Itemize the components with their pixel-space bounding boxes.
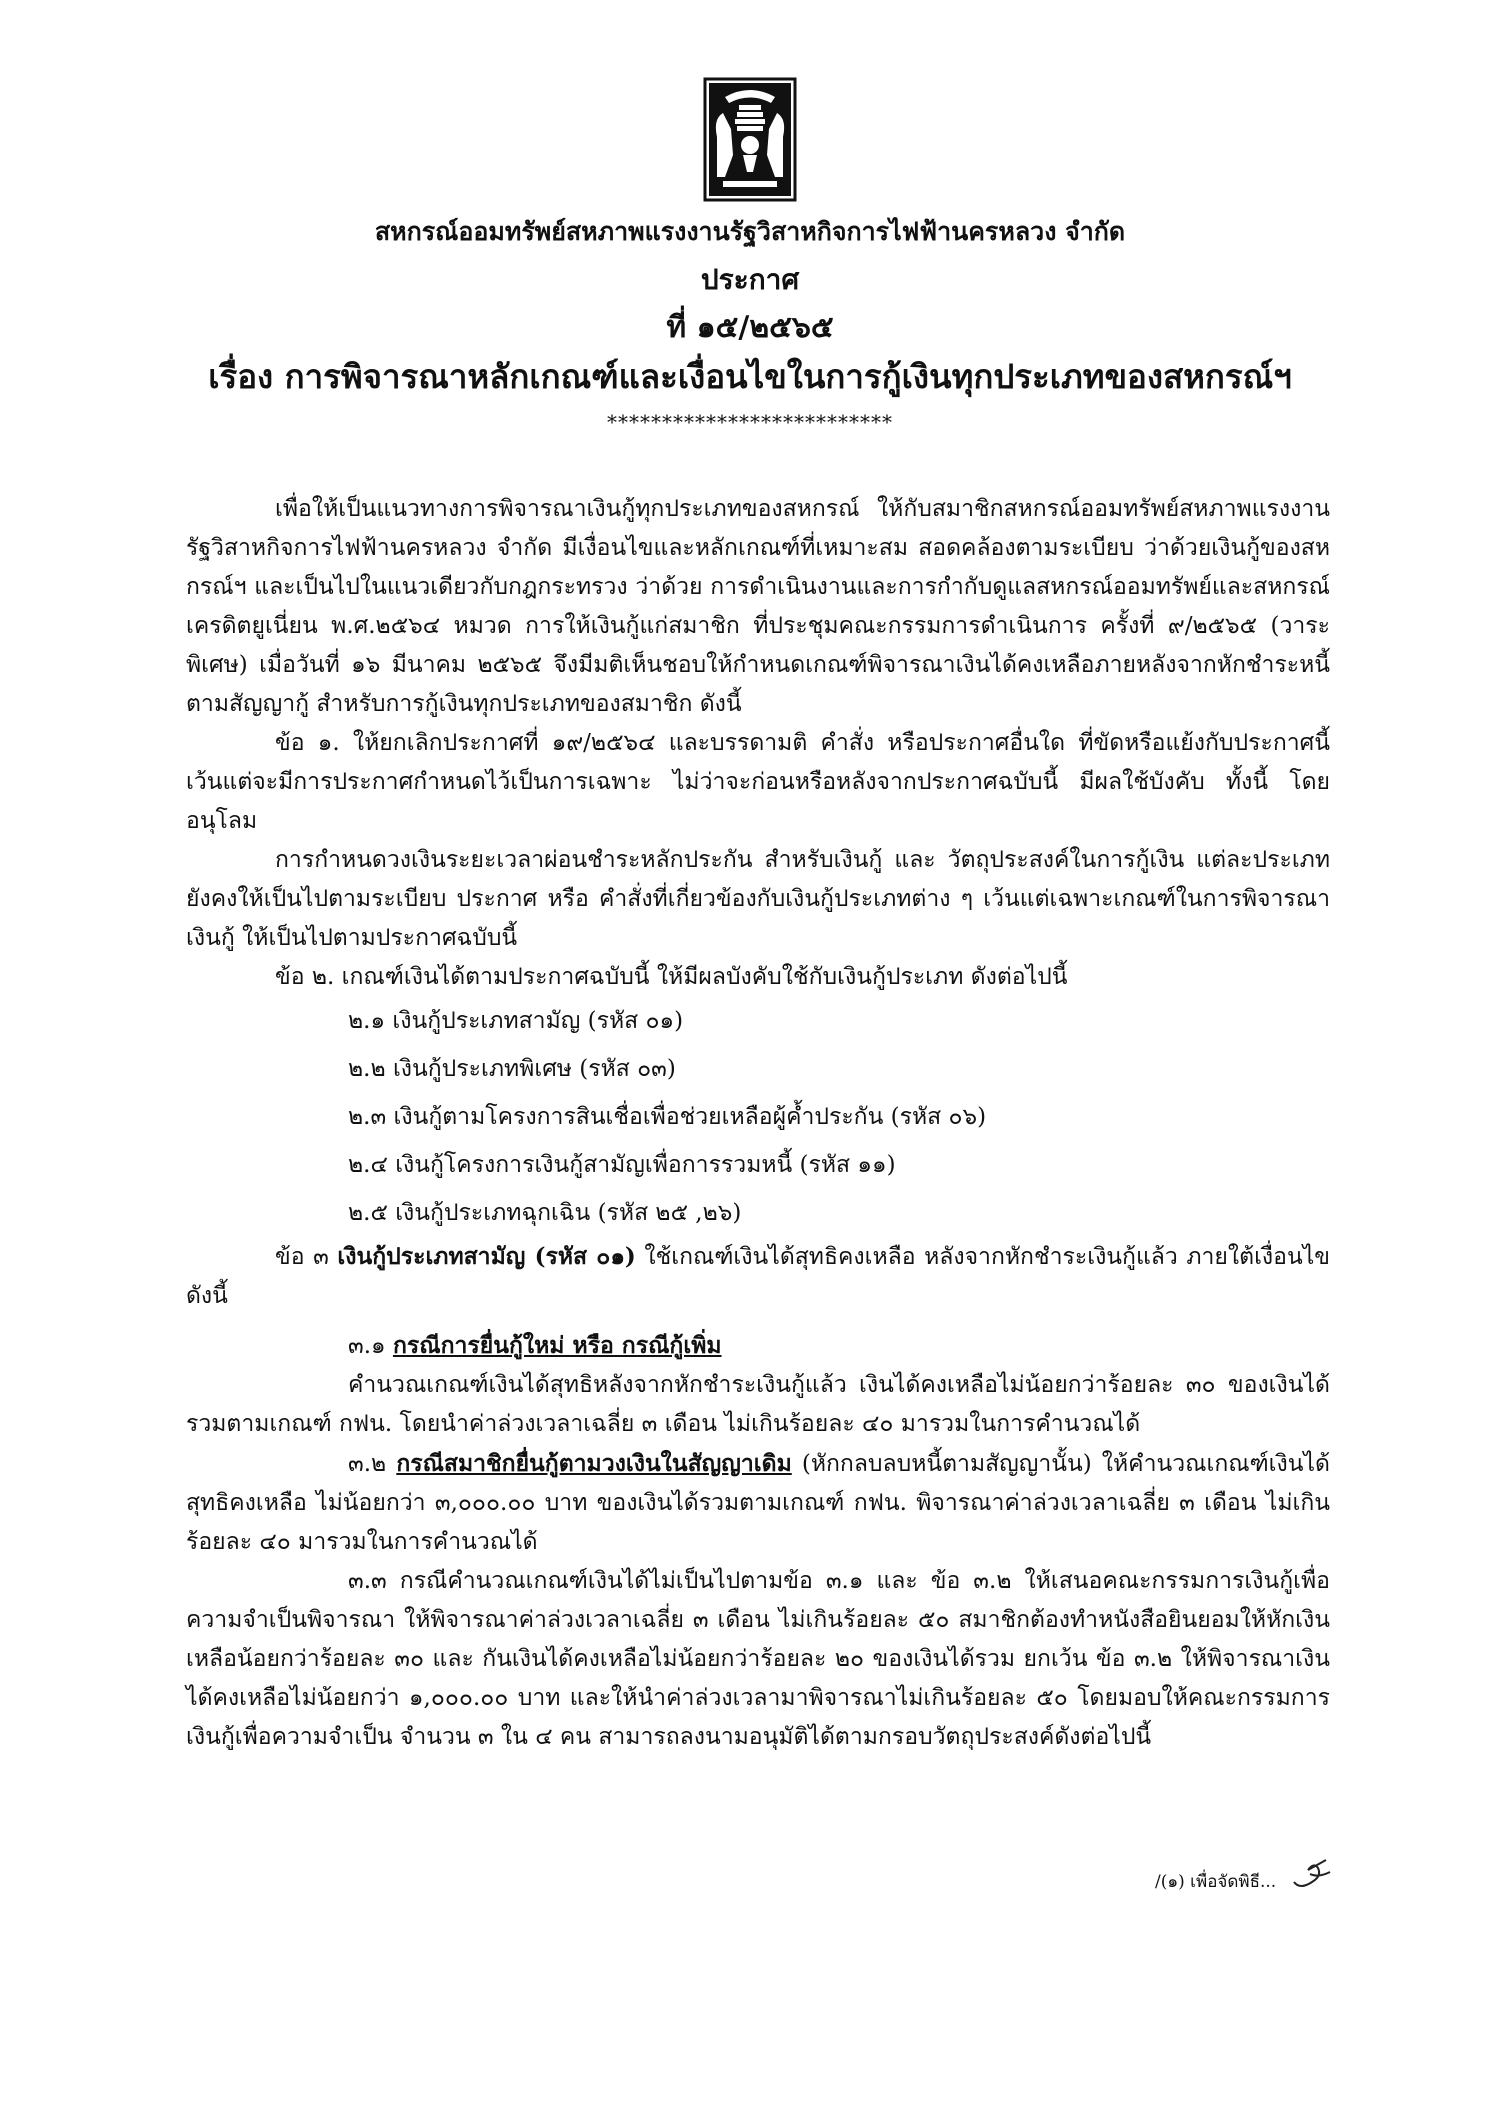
clause-3-2-title: กรณีสมาชิกยื่นกู้ตามวงเงินในสัญญาเดิม <box>396 1450 792 1477</box>
announcement-number: ที่ ๑๕/๒๕๖๕ <box>666 310 834 345</box>
clause-2-item: ๒.๓ เงินกู้ตามโครงการสินเชื่อเพื่อช่วยเหลือผู้ค้ำประกัน (รหัส ๐๖) <box>348 1104 987 1130</box>
clause-3-2 <box>186 1444 1330 1562</box>
clause-3-2-number: ๓.๒ <box>348 1451 397 1477</box>
clause-1: ข้อ ๑. ให้ยกเลิกประกาศที่ ๑๙/๒๕๖๔ และบรรดามติ คำสั่ง หรือประกาศอื่นใด ที่ขัดหรือแย้งกับประกาศนี้ เว้นแต่จะมีการประกาศกำหนดไว้เป็นการเฉพาะ ไม่ว่าจะก่อนหรือหลังจากประกาศฉบับนี้ มีผลใช้บังคับ ทั้งนี้ โดยอนุโลม <box>186 730 1330 834</box>
page-continuation: /(๑) เพื่อจัดพิธี... <box>1155 1872 1277 1892</box>
announcement-subject: เรื่อง การพิจารณาหลักเกณฑ์และเงื่อนไขในการกู้เงินทุกประเภทของสหกรณ์ฯ <box>208 357 1292 396</box>
clause-3-1-text: คำนวณเกณฑ์เงินได้สุทธิหลังจากหักชำระเงินกู้แล้ว เงินได้คงเหลือไม่น้อยกว่าร้อยละ ๓๐ ของเงินได้รวมตามเกณฑ์ กฟน. โดยนำค่าล่วงเวลาเฉลี่ย ๓ เดือน ไม่เกินร้อยละ ๔๐ มารวมในการคำนวณได้ <box>186 1372 1330 1437</box>
separator-stars: ************************** <box>607 410 893 434</box>
clause-3-2-text: (หักกลบลบหนี้ตามสัญญานั้น) ให้คำนวณเกณฑ์เงินได้สุทธิคงเหลือ ไม่น้อยกว่า ๓,๐๐๐.๐๐ บาท ของเงินได้รวมตามเกณฑ์ กฟน. พิจารณาค่าล่วงเวลาเฉลี่ย ๓ เดือน ไม่เกินร้อยละ ๔๐ มารวมในการคำนวณได้ <box>186 1451 1330 1555</box>
clause-3-3: ๓.๓ กรณีคำนวณเกณฑ์เงินได้ไม่เป็นไปตามข้อ ๓.๑ และ ข้อ ๓.๒ ให้เสนอคณะกรรมการเงินกู้เพื่อความจำเป็นพิจารณา ให้พิจารณาค่าล่วงเวลาเฉลี่ย ๓ เดือน ไม่เกินร้อยละ ๕๐ สมาชิกต้องทำหนังสือยินยอมให้หักเงินเหลือน้อยกว่าร้อยละ ๓๐ และ กันเงินได้คงเหลือไม่น้อยกว่าร้อยละ ๒๐ ของเงินได้รวม ยกเว้น ข้อ ๓.๒ ให้พิจารณาเงินได้คงเหลือไม่น้อยกว่า ๑,๐๐๐.๐๐ บาท และให้นำค่าล่วงเวลามาพิจารณาไม่เกินร้อยละ ๕๐ โดยมอบให้คณะกรรมการเงินกู้เพื่อความจำเป็น จำนวน ๓ ใน ๔ คน สามารถลงนามอนุมัติได้ตามกรอบวัตถุประสงค์ดังต่อไปนี้ <box>186 1568 1330 1750</box>
intro-paragraph: เพื่อให้เป็นแนวทางการพิจารณาเงินกู้ทุกประเภทของสหกรณ์ ให้กับสมาชิกสหกรณ์ออมทรัพย์สหภาพแรงงานรัฐวิสาหกิจการไฟฟ้านครหลวง จำกัด มีเงื่อนไขและหลักเกณฑ์ที่เหมาะสม สอดคล้องตามระเบียบ ว่าด้วยเงินกู้ของสหกรณ์ฯ และเป็นไปในแนวเดียวกับกฎกระทรวง ว่าด้วย การดำเนินงานและการกำกับดูแลสหกรณ์ออมทรัพย์และสหกรณ์เครดิตยูเนี่ยน พ.ศ.๒๕๖๔ หมวด การให้เงินกู้แก่สมาชิก ที่ประชุมคณะกรรมการดำเนินการ ครั้งที่ ๙/๒๕๖๕ (วาระพิเศษ) เมื่อวันที่ ๑๖ มีนาคม ๒๕๖๕ จึงมีมติเห็นชอบให้กำหนดเกณฑ์พิจารณาเงินได้คงเหลือภายหลังจากหักชำระหนี้ตามสัญญากู้ สำหรับการกู้เงินทุกประเภทของสมาชิก ดังนี้ <box>186 496 1330 717</box>
clause-2-item: ๒.๕ เงินกู้ประเภทฉุกเฉิน (รหัส ๒๕ ,๒๖) <box>348 1200 742 1226</box>
clause-2-item: ๒.๒ เงินกู้ประเภทพิเศษ (รหัส ๐๓) <box>348 1056 676 1082</box>
clause-2-item: ๒.๑ เงินกู้ประเภทสามัญ (รหัส ๐๑) <box>348 1008 684 1034</box>
clause-3-1-title: กรณีการยื่นกู้ใหม่ หรือ กรณีกู้เพิ่ม <box>392 1332 722 1359</box>
cooperative-logo <box>703 77 797 202</box>
announcement-body <box>186 490 1330 1757</box>
initials-signature <box>1288 1856 1334 1890</box>
organization-name: สหกรณ์ออมทรัพย์สหภาพแรงงานรัฐวิสาหกิจการไฟฟ้านครหลวง จำกัด <box>374 217 1126 246</box>
clause-3-1-number: ๓.๑ <box>348 1333 393 1359</box>
clause-1-detail: การกำหนดวงเงินระยะเวลาผ่อนชำระหลักประกัน สำหรับเงินกู้ และ วัตถุประสงค์ในการกู้เงิน แต่ละประเภท ยังคงให้เป็นไปตามระเบียบ ประกาศ หรือ คำสั่งที่เกี่ยวข้องกับเงินกู้ประเภทต่าง ๆ เว้นแต่เฉพาะเกณฑ์ในการพิจารณาเงินกู้ ให้เป็นไปตามประกาศฉบับนี้ <box>186 847 1330 951</box>
clause-2: ข้อ ๒. เกณฑ์เงินได้ตามประกาศฉบับนี้ ให้มีผลบังคับใช้กับเงินกู้ประเภท ดังต่อไปนี้ <box>275 964 1068 990</box>
clause-3-1-heading <box>186 1326 1330 1366</box>
clause-3-title: เงินกู้ประเภทสามัญ (รหัส ๐๑) <box>337 1243 636 1270</box>
clause-3 <box>186 1237 1330 1316</box>
clause-3-lead: ข้อ ๓ <box>275 1244 338 1270</box>
announcement-label: ประกาศ <box>700 263 800 296</box>
clause-2-item: ๒.๔ เงินกู้โครงการเงินกู้สามัญเพื่อการรวมหนี้ (รหัส ๑๑) <box>348 1152 896 1178</box>
clause-3-text: ใช้เกณฑ์เงินได้สุทธิคงเหลือ หลังจากหักชำระเงินกู้แล้ว ภายใต้เงื่อนไขดังนี้ <box>186 1244 1330 1309</box>
